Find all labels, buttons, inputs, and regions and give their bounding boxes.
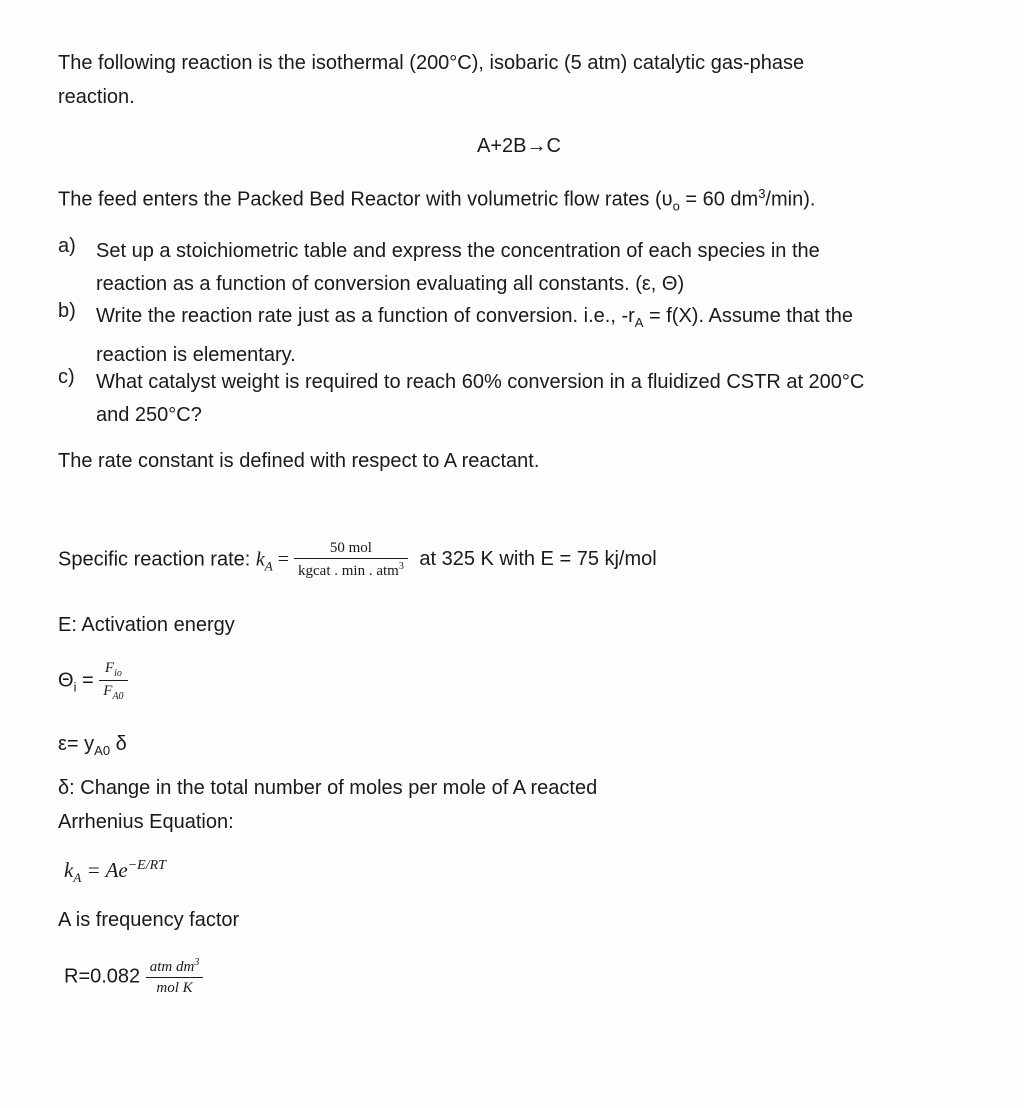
question-label: c) (58, 366, 75, 388)
gas-constant-fraction: $\frac{atm dm^3}{\text{mol K}}$ (146, 957, 204, 997)
arrhenius-equation: $k_A = Ae^{-E/RT}$ (64, 858, 166, 886)
epsilon-definition: $\varepsilon= y_{A0}$ δ (58, 733, 127, 758)
reaction-equation: A+2B→C (477, 135, 561, 157)
rate-constant-note: The rate constant is defined with respect to A reactant. (58, 450, 540, 472)
intro-line-1: The following reaction is the isothermal (200°C), isobaric (5 atm) catalytic gas-phase (58, 52, 805, 74)
feed-statement: The feed enters the Packed Bed Reactor with volumetric flow rates ($\upsilon_o = 60$ $dm^3/\min$). (58, 186, 816, 214)
question-label: a) (58, 235, 76, 257)
arrhenius-title: Arrhenius Equation: (58, 811, 234, 833)
theta-definition: $\Theta_i$ = $\frac{F_{io}}{F_{A0}}$ (58, 660, 128, 702)
gas-constant: R=0.082 $\frac{atm dm^3}{\text{mol K}}$ (64, 957, 203, 997)
specific-rate-equation: Specific reaction rate: $k_A$ = $\frac{\text{50 mol}}{kgcat . \min . atm^3}$ at 325 K with E = 75 kj/mol (58, 540, 657, 579)
intro-line-2: reaction. (58, 86, 135, 108)
nu-symbol: υ (661, 188, 673, 211)
theta-fraction: $\frac{F_{io}}{F_{A0}}$ (99, 660, 127, 702)
rate-fraction: $\frac{\text{50 mol}}{kgcat . \min . atm^3}$ (294, 540, 408, 580)
activation-energy-def: E: Activation energy (58, 614, 235, 636)
delta-definition: δ: Change in the total number of moles per mole of A reacted (58, 777, 598, 799)
question-label: b) (58, 300, 76, 322)
frequency-factor-def: A is frequency factor (58, 909, 240, 931)
